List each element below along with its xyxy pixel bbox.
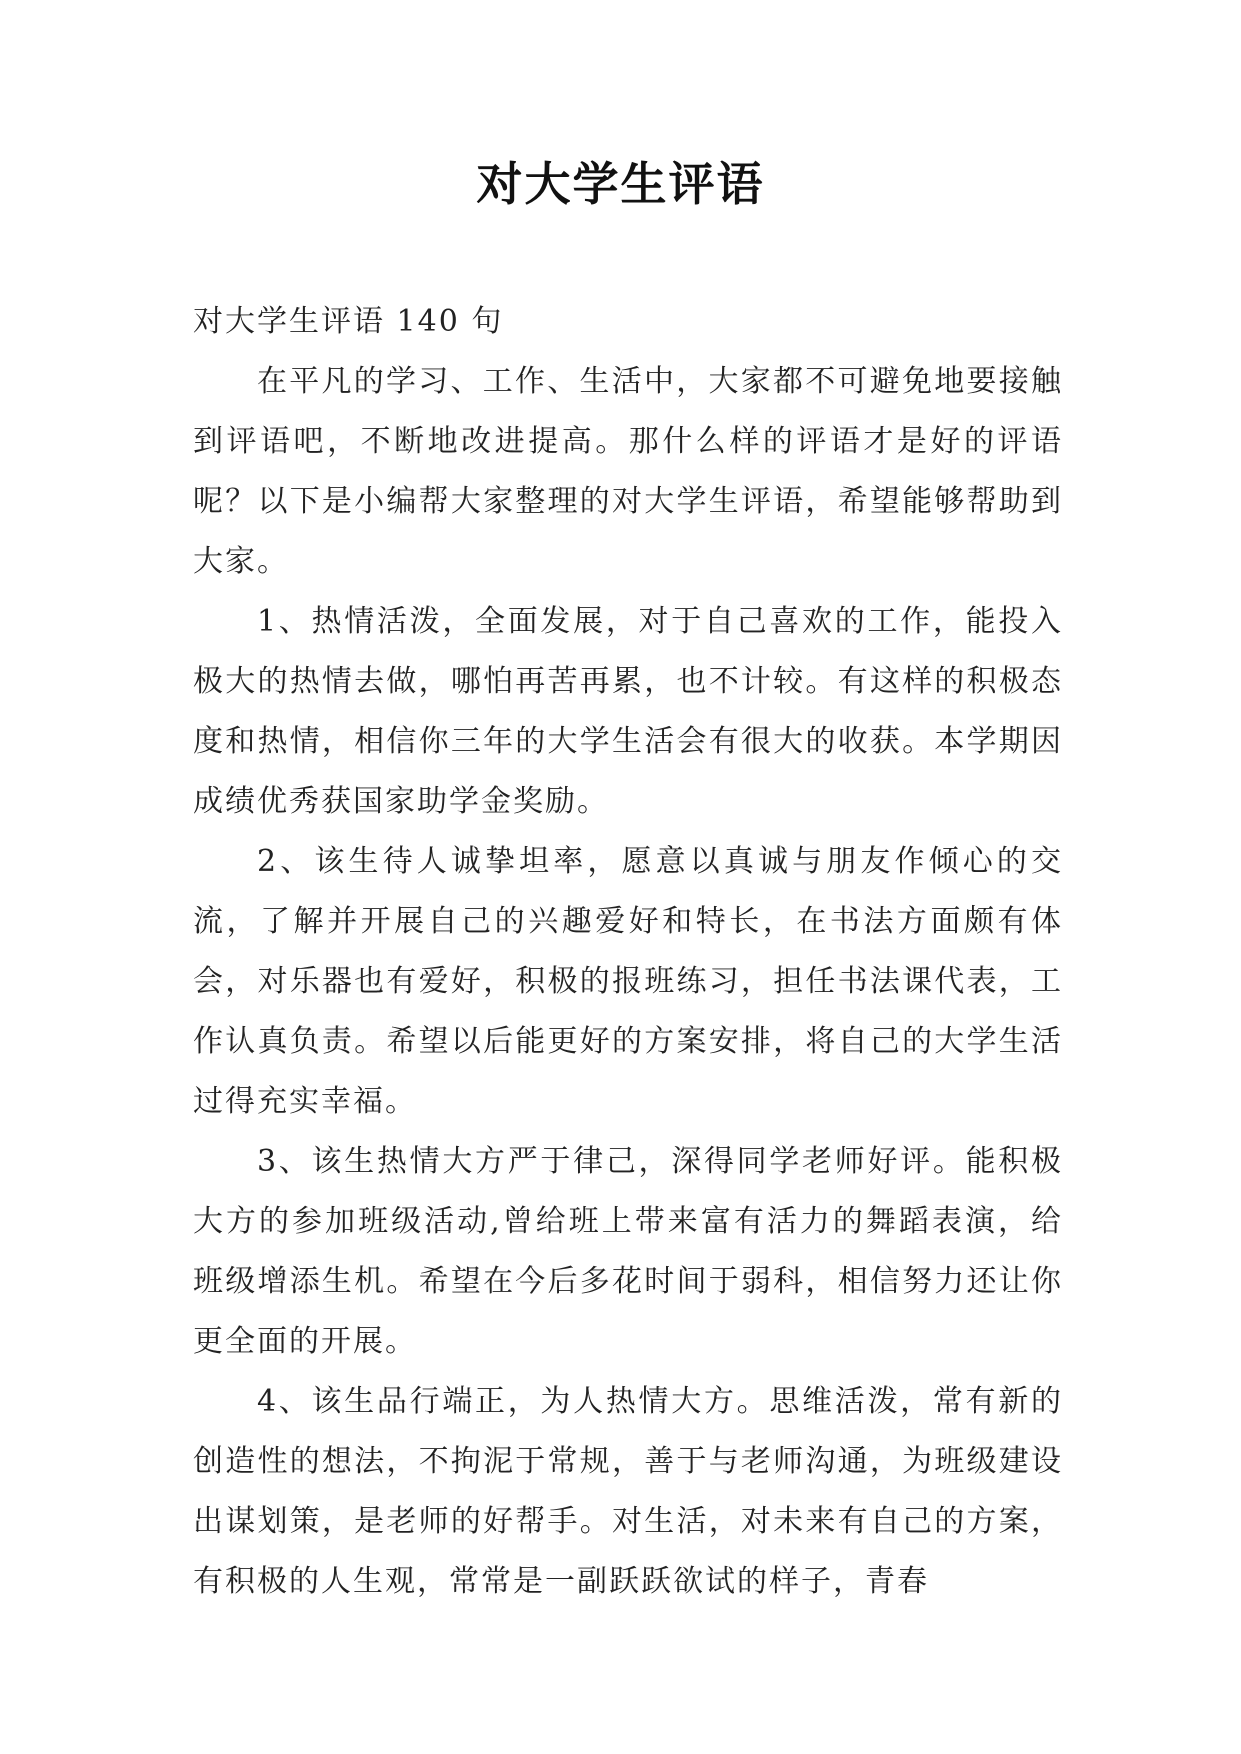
comment-paragraph-1: 1、热情活泼，全面发展，对于自己喜欢的工作，能投入极大的热情去做，哪怕再苦再累，也不计较。有这样的积极态度和热情，相信你三年的大学生活会有很大的收获。本学期因成绩优秀获国家助学金奖励。	[193, 604, 1063, 819]
comment-paragraph-2: 2、该生待人诚挚坦率，愿意以真诚与朋友作倾心的交流，了解并开展自己的兴趣爱好和特长，在书法方面颇有体会，对乐器也有爱好，积极的报班练习，担任书法课代表，工作认真负责。希望以后能更好的方案安排，将自己的大学生活过得充实幸福。	[193, 844, 1063, 1119]
document-body	[193, 292, 1063, 1612]
intro-paragraph: 在平凡的学习、工作、生活中，大家都不可避免地要接触到评语吧，不断地改进提高。那什么样的评语才是好的评语呢？以下是小编帮大家整理的对大学生评语，希望能够帮助到大家。	[193, 364, 1063, 579]
document-subtitle: 对大学生评语 140 句	[193, 304, 504, 339]
comment-paragraph-4: 4、该生品行端正，为人热情大方。思维活泼，常有新的创造性的想法，不拘泥于常规，善于与老师沟通，为班级建设出谋划策，是老师的好帮手。对生活，对未来有自己的方案，有积极的人生观，常常是一副跃跃欲试的样子，青春	[193, 1384, 1063, 1599]
comment-paragraph-3: 3、该生热情大方严于律己，深得同学老师好评。能积极大方的参加班级活动,曾给班上带来富有活力的舞蹈表演，给班级增添生机。希望在今后多花时间于弱科，相信努力还让你更全面的开展。	[193, 1144, 1063, 1359]
document-title: 对大学生评语	[476, 157, 765, 211]
